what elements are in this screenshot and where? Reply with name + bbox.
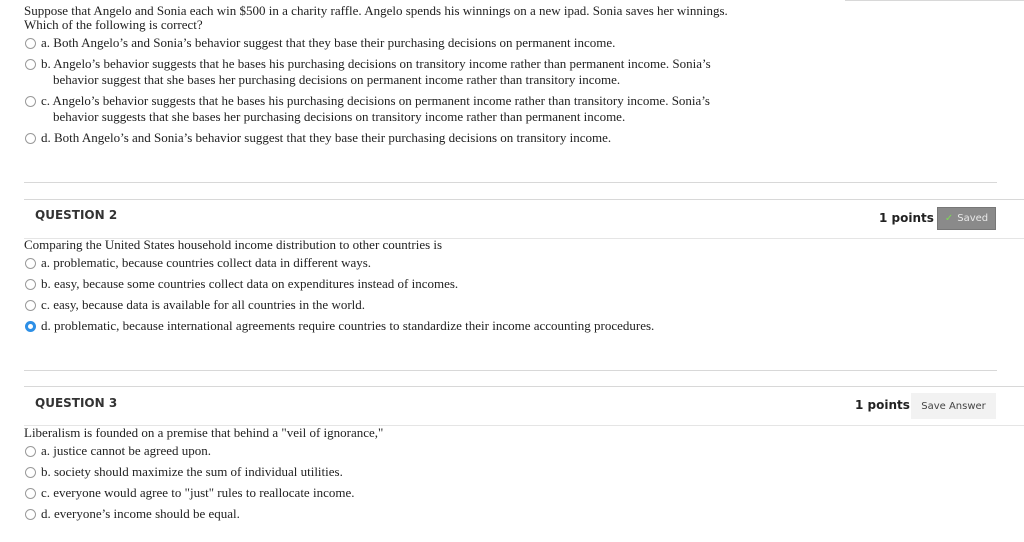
q1-bottom-divider	[24, 182, 997, 183]
q2-option-a-label[interactable]: a. problematic, because countries collect data in different ways.	[41, 255, 372, 270]
q2-points: 1 points	[879, 211, 934, 225]
q2-option-a-radio[interactable]	[25, 258, 36, 269]
q3-option-c-radio[interactable]	[25, 488, 36, 499]
q3-option-d-label[interactable]: d. everyone’s income should be equal.	[41, 506, 240, 521]
q3-title: QUESTION 3	[35, 396, 118, 410]
q1-stem-line2: Which of the following is correct?	[24, 17, 203, 32]
saved-label: Saved	[957, 213, 989, 224]
q3-option-d-radio[interactable]	[25, 509, 36, 520]
q2-option-c-radio[interactable]	[25, 300, 36, 311]
q1-option-b-radio[interactable]	[25, 59, 36, 70]
q3-save-answer-button[interactable]: Save Answer	[911, 393, 996, 419]
q2-saved-status	[937, 207, 996, 230]
q1-option-c-label-cont[interactable]: behavior suggests that she bases her purchasing decisions on transitory income rather than permanent income.	[53, 109, 626, 124]
q1-option-d-radio[interactable]	[25, 133, 36, 144]
q1-option-c-label[interactable]: c. Angelo’s behavior suggests that he bases his purchasing decisions on permanent income rather than transitory income. Sonia’s	[41, 93, 710, 108]
q1-option-b-label[interactable]: b. Angelo’s behavior suggests that he bases his purchasing decisions on transitory income rather than permanent income. Sonia’s	[41, 56, 711, 71]
q2-title: QUESTION 2	[35, 208, 118, 222]
q1-stem-line1: Suppose that Angelo and Sonia each win $500 in a charity raffle. Angelo spends his winnings on a new ipad. Sonia saves her winnings.	[24, 3, 728, 18]
q2-header	[24, 199, 1024, 239]
q3-points: 1 points	[855, 398, 910, 412]
q3-stem: Liberalism is founded on a premise that behind a "veil of ignorance,"	[24, 425, 384, 440]
q3-option-b-label[interactable]: b. society should maximize the sum of individual utilities.	[41, 464, 343, 479]
q1-option-c-radio[interactable]	[25, 96, 36, 107]
q2-stem: Comparing the United States household income distribution to other countries is	[24, 237, 443, 252]
q2-option-b-radio[interactable]	[25, 279, 36, 290]
q1-option-d-label[interactable]: d. Both Angelo’s and Sonia’s behavior suggest that they base their purchasing decisions on transitory income.	[41, 130, 612, 145]
q3-option-c-label[interactable]: c. everyone would agree to "just" rules to reallocate income.	[41, 485, 355, 500]
q1-option-a-label[interactable]: a. Both Angelo’s and Sonia’s behavior suggest that they base their purchasing decisions on permanent income.	[41, 35, 616, 50]
check-icon: ✓	[944, 213, 954, 224]
q2-option-b-label[interactable]: b. easy, because some countries collect data on expenditures instead of incomes.	[41, 276, 459, 291]
top-divider	[845, 0, 1024, 1]
q2-option-d-label[interactable]: d. problematic, because international agreements require countries to standardize their income accounting procedures.	[41, 318, 655, 333]
q3-option-b-radio[interactable]	[25, 467, 36, 478]
q1-option-a-radio[interactable]	[25, 38, 36, 49]
q2-option-d-radio-selected[interactable]	[25, 321, 36, 332]
q2-option-c-label[interactable]: c. easy, because data is available for all countries in the world.	[41, 297, 366, 312]
q3-option-a-label[interactable]: a. justice cannot be agreed upon.	[41, 443, 212, 458]
q3-option-a-radio[interactable]	[25, 446, 36, 457]
q2-bottom-divider	[24, 370, 997, 371]
q1-option-b-label-cont[interactable]: behavior suggest that she bases her purchasing decisions on permanent income rather than transitory income.	[53, 72, 621, 87]
